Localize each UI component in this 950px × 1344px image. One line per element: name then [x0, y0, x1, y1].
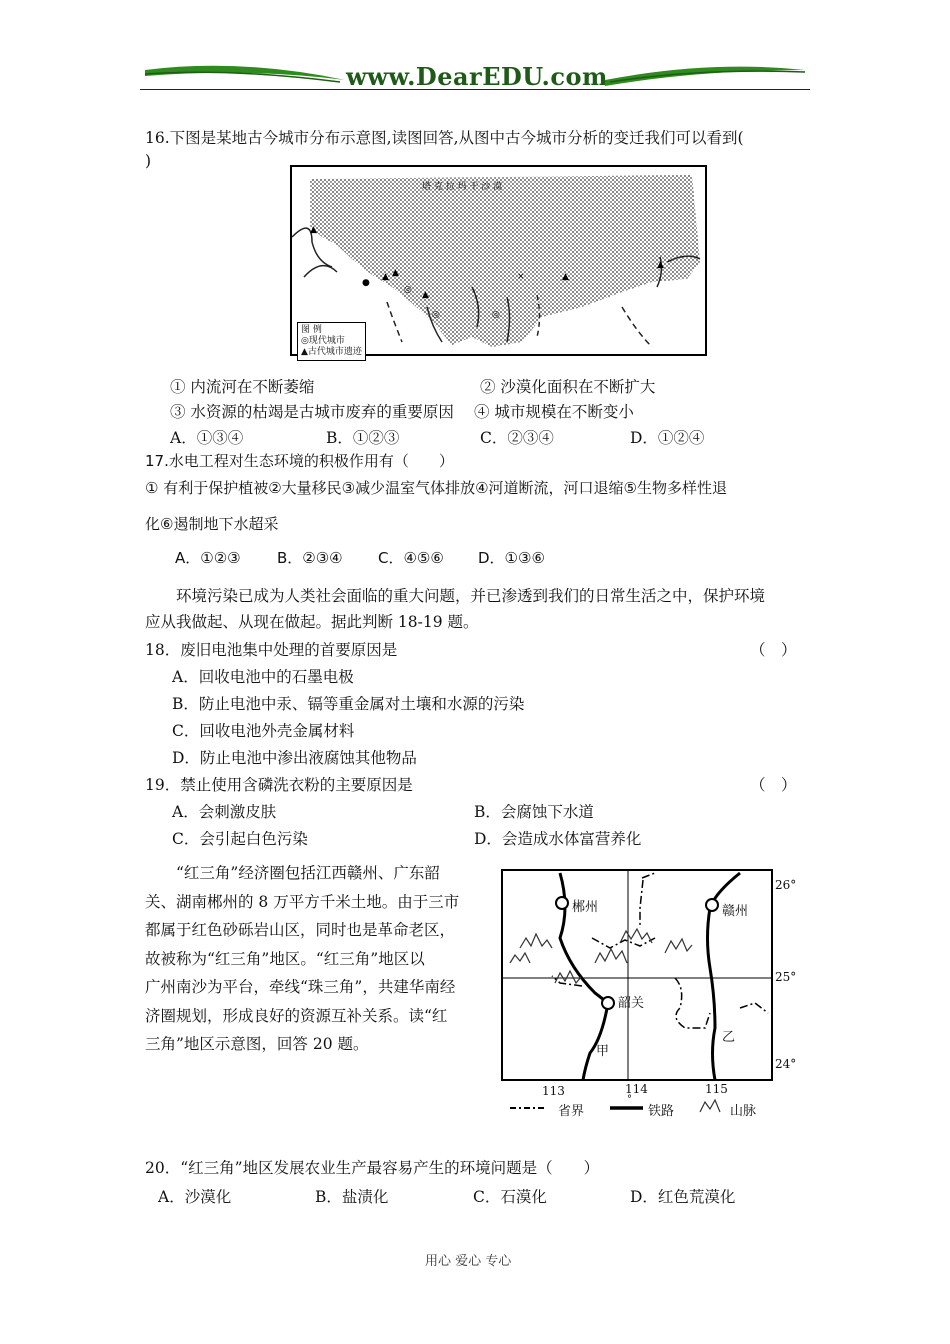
q16-map — [290, 165, 707, 356]
header-rule — [140, 89, 810, 90]
desert-area — [310, 175, 700, 347]
river-jia-label: 甲 — [596, 1044, 610, 1059]
lon-113-label: 113 — [542, 1084, 565, 1098]
svg-text:▲: ▲ — [382, 272, 389, 282]
lon-115-label: 115 — [705, 1082, 728, 1096]
q18-choice-a[interactable]: A．回收电池中的石墨电极 — [172, 668, 354, 686]
city-chenzhou-marker — [556, 897, 568, 909]
q19-answer-paren: （ ） — [750, 776, 797, 794]
passage-20-line2: 关、湖南郴州的 8 万平方千米土地。由于三市 — [145, 892, 460, 911]
passage-20 — [145, 859, 490, 1059]
passage-20-line3: 都属于红色砂砾岩山区，同时也是革命老区， — [145, 921, 456, 939]
q17-stem: 17.水电工程对生态环境的积极作用有（ ） — [145, 452, 454, 470]
legend-rail-label: 铁路 — [648, 1104, 675, 1119]
header-leaf-right — [600, 60, 810, 90]
q20-map — [500, 868, 800, 1123]
q18-choice-b[interactable]: B．防止电池中汞、镉等重金属对土壤和水源的污染 — [172, 695, 525, 713]
city-chenzhou-label: 郴州 — [572, 900, 599, 915]
q17-choice-b[interactable]: B．②③④ — [277, 549, 343, 567]
q19-stem: 19．禁止使用含磷洗衣粉的主要原因是 — [145, 776, 413, 794]
q20-choice-d[interactable]: D．红色荒漠化 — [630, 1188, 736, 1206]
q16-option-1: ① 内流河在不断萎缩 — [170, 378, 315, 396]
intro-18-19-line2: 应从我做起、从现在做起。据此判断 18-19 题。 — [145, 613, 479, 631]
q16-choice-c[interactable]: C．②③④ — [480, 429, 554, 447]
svg-text:▲: ▲ — [310, 225, 317, 235]
q19-choice-b[interactable]: B．会腐蚀下水道 — [474, 803, 594, 821]
q18-choice-c[interactable]: C．回收电池外壳金属材料 — [172, 722, 355, 740]
svg-text:▲: ▲ — [657, 260, 664, 270]
q20-stem: 20．“红三角”地区发展农业生产最容易产生的环境问题是（ ） — [145, 1159, 600, 1177]
q17-line1: ① 有利于保护植被②大量移民③减少温室气体排放④河道断流，河口退缩⑤生物多样性退 — [145, 479, 728, 497]
q20-choice-c[interactable]: C．石漠化 — [473, 1188, 547, 1206]
q16-option-3: ③ 水资源的枯竭是古城市废弃的重要原因 — [170, 403, 454, 421]
q18-stem: 18．废旧电池集中处理的首要原因是 — [145, 641, 398, 659]
river-yi-label: 乙 — [722, 1030, 736, 1045]
legend-border-label: 省界 — [558, 1104, 585, 1119]
passage-20-line1: “红三角”经济圈包括江西赣州、广东韶 — [176, 864, 440, 882]
svg-text:▲: ▲ — [422, 290, 429, 300]
lon-114-label: 114 — [625, 1082, 648, 1096]
q16-stem: 16.下图是某地古今城市分布示意图,读图回答,从图中古今城市分析的变迁我们可以看到( — [145, 129, 744, 147]
q16-choice-a[interactable]: A．①③④ — [170, 429, 244, 447]
q17-line2: 化⑥遏制地下水超采 — [145, 515, 279, 533]
header-leaf-left — [140, 60, 350, 90]
intro-18-19-line1: 环境污染已成为人类社会面临的重大问题，并已渗透到我们的日常生活之中，保护环境 — [176, 587, 766, 605]
q19-choice-d[interactable]: D．会造成水体富营养化 — [474, 830, 642, 848]
page-footer: 用心 爱心 专心 — [425, 1254, 512, 1269]
mountains — [510, 929, 692, 983]
lat-25-label: 25° — [775, 970, 797, 984]
q20-choice-a[interactable]: A．沙漠化 — [158, 1188, 232, 1206]
city-shaoguan-label: 韶关 — [618, 996, 645, 1011]
svg-text:▲: ▲ — [392, 268, 399, 278]
q17-choice-c[interactable]: C．④⑤⑥ — [378, 549, 444, 567]
q18-answer-paren: （ ） — [750, 641, 797, 659]
city-shaoguan-marker — [602, 997, 614, 1009]
q16-option-2: ② 沙漠化面积在不断扩大 — [480, 378, 656, 396]
q19-choice-a[interactable]: A．会刺激皮肤 — [172, 803, 277, 821]
legend-degree-mark: ° — [627, 1094, 632, 1105]
passage-20-line4: 故被称为“红三角”地区。“红三角”地区以 — [145, 949, 425, 968]
svg-text:◎: ◎ — [492, 310, 500, 320]
city-ganzhou-label: 赣州 — [722, 904, 749, 919]
q16-map-title: 塔 克 拉 玛 干 沙 漠 — [422, 182, 503, 192]
q17-choice-d[interactable]: D．①③⑥ — [478, 549, 545, 567]
q16-stem-cont: ) — [145, 152, 152, 170]
q16-choice-d[interactable]: D．①②④ — [630, 429, 705, 447]
svg-text:◎: ◎ — [432, 310, 440, 320]
header-banner — [140, 60, 810, 92]
q19-choice-c[interactable]: C．会引起白色污染 — [172, 830, 308, 848]
q17-choice-a[interactable]: A．①②③ — [175, 549, 241, 567]
svg-text:●: ● — [362, 278, 370, 288]
legend-mountain-label: 山脉 — [730, 1104, 757, 1119]
passage-20-line5: 广州南沙为平台，牵线“珠三角”，共建华南经 — [145, 978, 456, 996]
city-ganzhou-marker — [706, 899, 718, 911]
svg-text:▲: ▲ — [562, 272, 569, 282]
lat-24-label: 24° — [775, 1057, 797, 1071]
q16-option-4: ④ 城市规模在不断变小 — [474, 403, 634, 421]
lat-26-label: 26° — [775, 878, 797, 892]
passage-20-line6: 济圈规划，形成良好的资源互补关系。读“红 — [145, 1006, 448, 1025]
svg-text:×: × — [517, 272, 525, 282]
site-logo[interactable]: www.DearEDU.com — [346, 62, 608, 91]
q16-map-legend — [297, 322, 366, 361]
svg-text:◎: ◎ — [404, 285, 412, 295]
legend-title: 图 例 — [301, 325, 322, 335]
legend-modern-city: ◎现代城市 — [301, 336, 345, 346]
passage-20-line7: 三角”地区示意图，回答 20 题。 — [145, 1035, 369, 1053]
q16-choice-b[interactable]: B．①②③ — [326, 429, 400, 447]
q20-choice-b[interactable]: B．盐渍化 — [315, 1188, 389, 1206]
legend-ancient-city: ▲古代城市遗迹 — [301, 347, 362, 357]
q18-choice-d[interactable]: D．防止电池中渗出液腐蚀其他物品 — [172, 749, 417, 767]
